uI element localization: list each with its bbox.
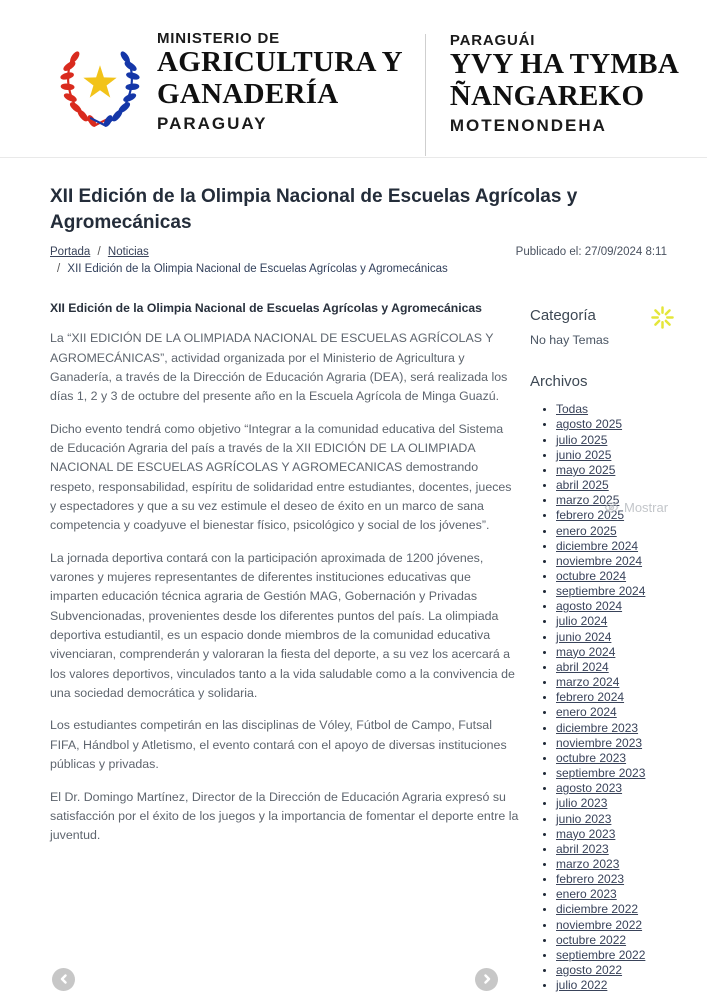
archive-list-item — [556, 781, 705, 796]
logo-line-ganaderia: GANADERÍA — [157, 77, 339, 110]
breadcrumb-separator: / — [57, 263, 61, 276]
archive-link[interactable]: mayo 2024 — [556, 644, 616, 659]
archive-link[interactable]: octubre 2023 — [556, 750, 627, 765]
archive-link[interactable]: junio 2024 — [556, 629, 612, 644]
archive-link[interactable]: abril 2025 — [556, 478, 609, 493]
logo-line-paraguay: PARAGUAY — [157, 113, 268, 133]
archive-list-item — [556, 690, 705, 705]
archive-list-item — [556, 978, 705, 993]
archive-link[interactable]: Todas — [556, 402, 589, 417]
archive-link[interactable]: febrero 2024 — [556, 690, 625, 705]
archive-list-item — [556, 630, 705, 645]
archive-link[interactable]: junio 2025 — [556, 447, 612, 462]
archive-list-item — [556, 857, 705, 872]
archive-list-item — [556, 584, 705, 599]
article-heading: XII Edición de la Olimpia Nacional de Escuelas Agrícolas y Agromecánicas — [50, 301, 482, 316]
archive-link[interactable]: septiembre 2022 — [556, 947, 646, 962]
header-divider — [425, 34, 426, 156]
archive-list-item — [556, 736, 705, 751]
logo-line-nangareko: ÑANGAREKO — [449, 79, 645, 112]
archive-link[interactable]: febrero 2023 — [556, 872, 625, 887]
article-paragraph: Los estudiantes competirán en las disciplinas de Vóley, Fútbol de Campo, Futsal FIFA, Hándbol y Atletismo, el evento contará con el apoyo de diversas instituciones públicas y privadas. — [50, 718, 507, 772]
logo-ministerio[interactable] — [157, 30, 403, 134]
archive-list-item — [556, 933, 705, 948]
breadcrumb-current — [50, 263, 667, 275]
title-block — [0, 158, 707, 275]
logo-line-ministerio-de: MINISTERIO DE — [157, 30, 280, 47]
archive-list-item — [556, 554, 705, 569]
paraguay-emblem-icon — [55, 34, 145, 136]
category-heading: Categoría — [530, 307, 596, 325]
archive-link[interactable]: junio 2023 — [556, 811, 612, 826]
archive-link[interactable]: diciembre 2023 — [556, 720, 639, 735]
archive-list-item — [556, 721, 705, 736]
prev-arrow-button[interactable] — [52, 968, 75, 991]
archive-link[interactable]: agosto 2024 — [556, 599, 623, 614]
breadcrumb-current-label: XII Edición de la Olimpia Nacional de Escuelas Agrícolas y Agromecánicas — [67, 263, 448, 276]
archive-link[interactable]: marzo 2024 — [556, 675, 620, 690]
article-paragraph: Dicho evento tendrá como objetivo “Integrar a la comunidad educativa del Sistema de Educación Agraria del país a través de la XII EDICIÓN DE LA OLIMPIADA NACIONAL DE ESCUELAS AGRÍCOLAS Y AGROMECANICAS demostrando respeto, responsabilidad, espíritu de solidaridad entre estudiantes, docentes, jueces y espectadores y que a su vez estimule el deseo de éxito en un marco de sana competencia y coadyuve el bienestar físico, psicológico y social de los jóvenes”. — [50, 421, 512, 533]
loading-asterisk-icon — [651, 306, 674, 329]
archive-list-item — [556, 645, 705, 660]
archive-list-item — [556, 448, 705, 463]
logo-line-agricultura: AGRICULTURA Y — [157, 46, 403, 78]
archive-list-item — [556, 402, 705, 417]
logo-guarani — [450, 32, 679, 136]
archive-link[interactable]: julio 2022 — [556, 978, 608, 993]
eye-off-icon — [604, 500, 619, 515]
archive-link[interactable]: diciembre 2022 — [556, 902, 639, 917]
archive-link[interactable]: enero 2025 — [556, 523, 617, 538]
breadcrumb-link-portada[interactable]: Portada — [50, 246, 91, 259]
archive-list-item — [556, 478, 705, 493]
article — [50, 301, 520, 993]
archive-list-item — [556, 872, 705, 887]
breadcrumb-separator: / — [97, 246, 101, 259]
archive-list-item — [556, 842, 705, 857]
archive-list-item — [556, 599, 705, 614]
archive-link[interactable]: octubre 2024 — [556, 569, 627, 583]
archive-link[interactable]: enero 2024 — [556, 705, 617, 720]
archive-link[interactable]: abril 2023 — [556, 841, 609, 856]
article-paragraph: La “XII EDICIÓN DE LA OLIMPIADA NACIONAL DE ESCUELAS AGRÍCOLAS Y AGROMECÁNICAS”, actividad organizada por el Ministerio de Agricultura y Ganadería, a través de la Dirección de Educación Agraria (DEA), será realizada los días 1, 2 y 3 de octubre del presente año en la Escuela Agrícola de Minga Guazú. — [50, 331, 508, 404]
archive-link[interactable]: diciembre 2024 — [556, 538, 639, 553]
archive-link[interactable]: agosto 2025 — [556, 417, 623, 432]
archive-link[interactable]: mayo 2025 — [556, 462, 616, 477]
archive-list-item — [556, 796, 705, 811]
article-paragraph: El Dr. Domingo Martínez, Director de la Dirección de Educación Agraria expresó su satisfacción por el éxito de los juegos y la importancia de fomentar el deporte entre la juventud. — [50, 789, 519, 843]
archive-list-item — [556, 812, 705, 827]
sidebar — [530, 301, 705, 993]
archive-link[interactable]: abril 2024 — [556, 659, 609, 674]
archive-link[interactable]: agosto 2023 — [556, 781, 623, 796]
star-icon — [83, 65, 116, 97]
archive-list-item — [556, 948, 705, 963]
archive-link[interactable]: noviembre 2024 — [556, 553, 643, 568]
archive-link[interactable]: septiembre 2023 — [556, 766, 646, 781]
archive-list-item — [556, 902, 705, 917]
archive-list-item — [556, 463, 705, 478]
next-arrow-button[interactable] — [475, 968, 498, 991]
page-title: XII Edición de la Olimpia Nacional de Escuelas Agrícolas y Agromecánicas — [50, 186, 578, 233]
archive-list-item — [556, 963, 705, 978]
archive-link[interactable]: febrero 2025 — [556, 508, 625, 523]
archive-link[interactable]: mayo 2023 — [556, 826, 616, 841]
archive-list-item — [556, 705, 705, 720]
archive-link[interactable]: marzo 2023 — [556, 856, 620, 871]
breadcrumb-link-noticias[interactable]: Noticias — [107, 246, 149, 259]
breadcrumb — [50, 246, 149, 258]
archive-link[interactable]: julio 2025 — [556, 432, 608, 447]
archive-list-item — [556, 660, 705, 675]
archive-link[interactable]: noviembre 2022 — [556, 917, 643, 932]
archive-list-item — [556, 417, 705, 432]
logo-line-motenondeha: MOTENONDEHA — [449, 115, 607, 135]
archives-list — [530, 402, 705, 993]
logo-line-yvy: YVY HA TYMBA — [449, 48, 680, 80]
chevron-right-icon — [482, 974, 492, 984]
site-header — [0, 0, 707, 158]
archive-list-item — [556, 827, 705, 842]
chevron-left-icon — [59, 974, 69, 984]
archive-link[interactable]: octubre 2022 — [556, 932, 627, 947]
published-date: Publicado el: 27/09/2024 8:11 — [515, 246, 667, 259]
logo-line-paraguai: PARAGUÁI — [449, 32, 536, 49]
carousel-nav — [50, 968, 520, 991]
mostrar-toggle[interactable] — [604, 500, 668, 515]
archive-list-item — [556, 766, 705, 781]
archive-list-item — [556, 751, 705, 766]
archive-list-item — [556, 569, 705, 584]
archive-link[interactable]: agosto 2022 — [556, 963, 623, 978]
archive-list-item — [556, 433, 705, 448]
archive-link[interactable]: julio 2023 — [556, 796, 608, 811]
mostrar-label: Mostrar — [624, 500, 669, 515]
archive-link[interactable]: marzo 2025 — [556, 493, 620, 508]
archives-heading: Archivos — [530, 373, 588, 391]
archive-list-item — [556, 918, 705, 933]
archive-link[interactable]: noviembre 2023 — [556, 735, 643, 750]
archive-list-item — [556, 887, 705, 902]
archive-link[interactable]: enero 2023 — [556, 887, 617, 902]
archive-list-item — [556, 524, 705, 539]
archive-link[interactable]: julio 2024 — [556, 614, 608, 629]
archive-list-item — [556, 614, 705, 629]
article-paragraph: La jornada deportiva contará con la participación aproximada de 1200 jóvenes, varones y mujeres representantes de diferentes instituciones educativas que imparten educación técnica agraria de Gestión MAG, Gobernación y Privadas Subvencionadas, provenientes desde los diferentes puntos del país. La olimpiada deportiva estudiantil, es un espacio donde miembros de la comunidad educativa vivenciaran, comprenderán y valoraran la fiesta del deporte, a su vez los acercará a los valores deportivos, vinculados tanto a la vida saludable como a la convivencia de una sociedad democrática y solidaria. — [50, 550, 515, 701]
archive-list-item — [556, 539, 705, 554]
category-empty-text: No hay Temas — [530, 333, 609, 348]
archive-list-item — [556, 675, 705, 690]
archive-link[interactable]: septiembre 2024 — [556, 584, 646, 599]
